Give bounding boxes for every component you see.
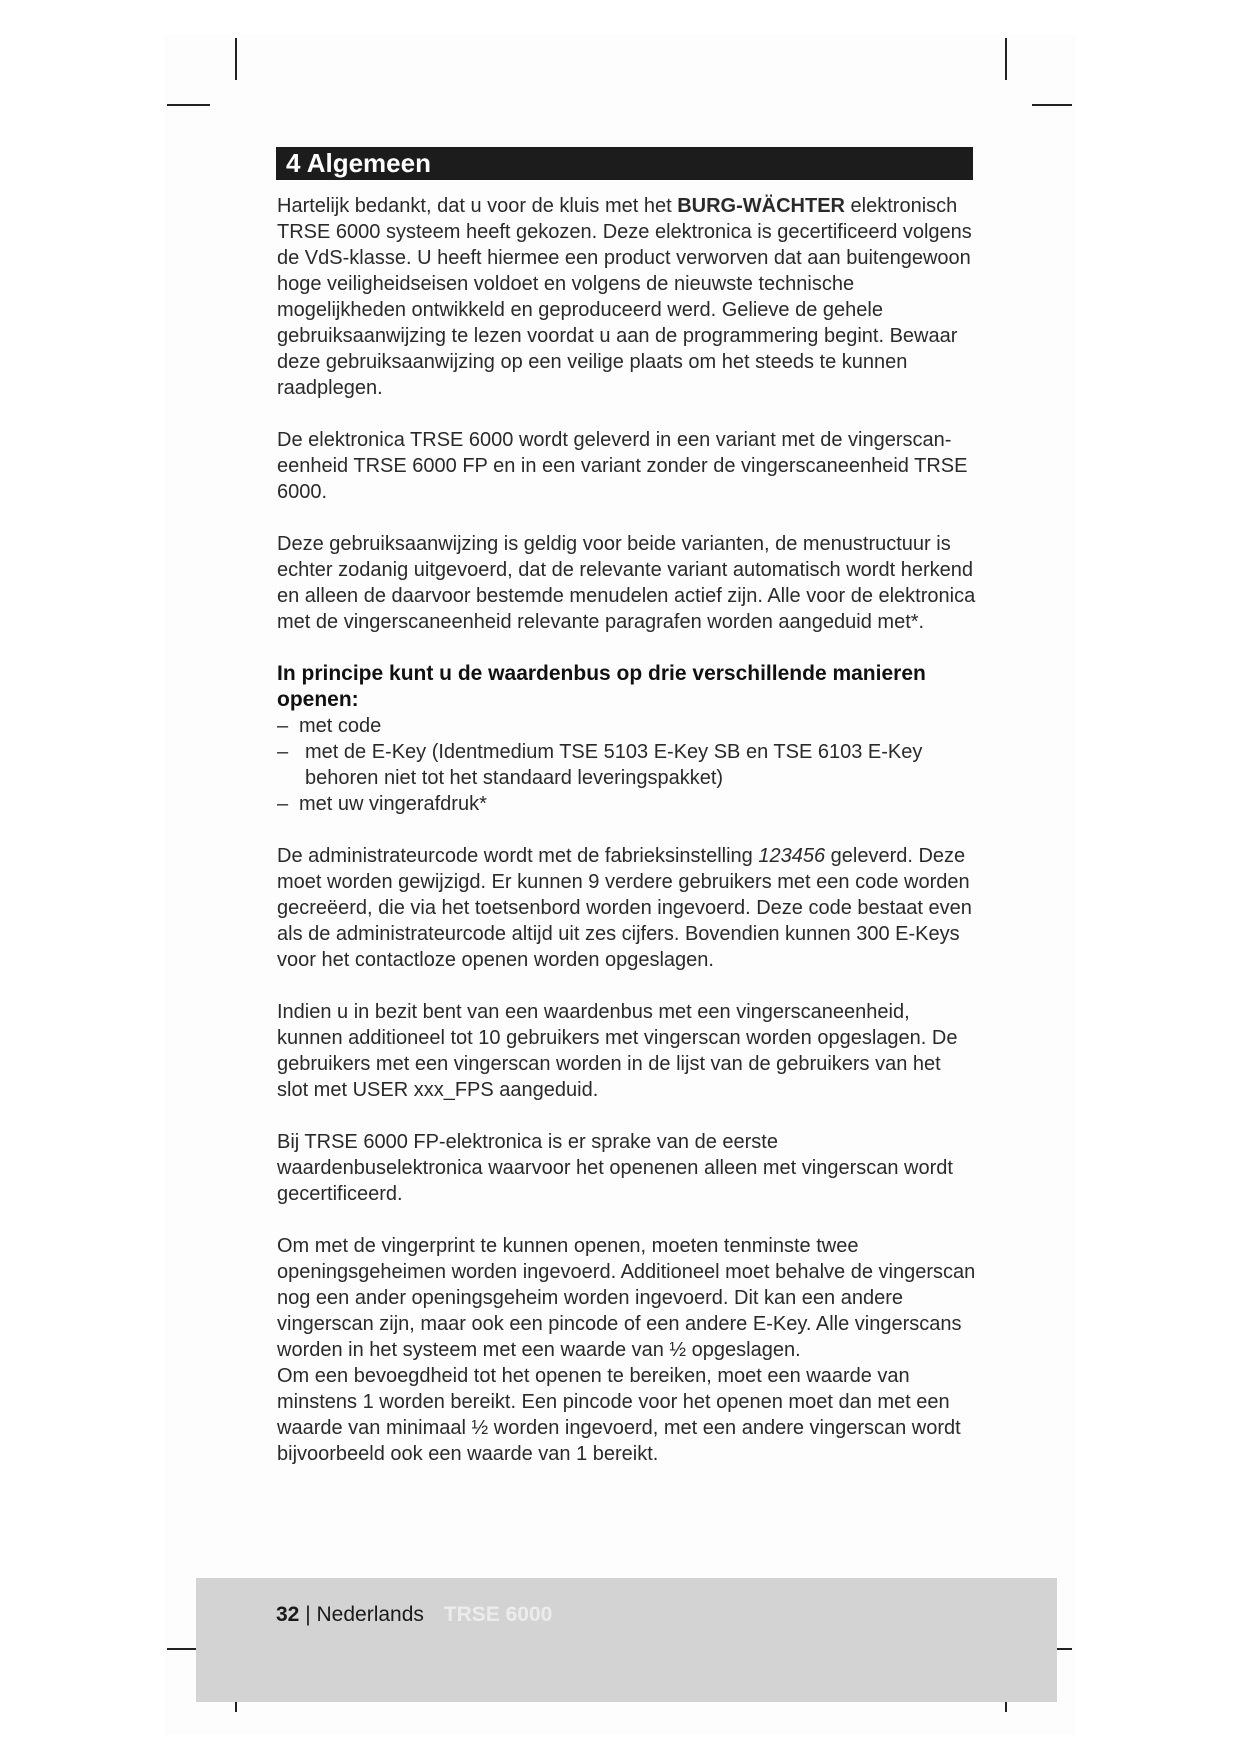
- validity-paragraph: Deze gebruiksaanwijzing is geldig voor beide varianten, de menustructuur is echter zodanig uitgevoerd, dat de relevante variant automatisch wordt herkend en alleen de daarvoor bestemde menudelen actief zijn. Alle voor de elektronica met de vingerscaneenheid relevante paragrafen worden aangeduid met*.: [277, 533, 976, 633]
- intro-text: Hartelijk bedankt, dat u voor de kluis met het: [277, 195, 678, 217]
- opening-methods-heading: In principe kunt u de waardenbus op drie verschillende manieren openen:: [277, 662, 926, 711]
- list-item: [277, 791, 977, 817]
- dash-bullet: –: [277, 793, 289, 815]
- crop-mark-top-left-h: [167, 104, 210, 106]
- brand-name: BURG-WÄCHTER: [677, 195, 845, 217]
- factory-code: 123456: [758, 845, 826, 867]
- list-item-text: met code: [299, 715, 382, 737]
- list-item-text: met de E-Key (Identmedium TSE 5103 E-Key SB en TSE 6103 E-Key behoren niet tot het standaard leveringspakket): [305, 741, 923, 789]
- crop-mark-top-right-v: [1005, 38, 1007, 80]
- section-header: [276, 147, 973, 180]
- dash-bullet: –: [277, 715, 289, 737]
- footer-text: [276, 1602, 552, 1628]
- admin-code-text-cont: geleverd. Deze moet worden gewijzigd. Er kunnen 9 verdere gebruikers met een code worden gecreëerd, die via het toetsenbord worden ingevoerd. Deze code bestaat even als de administrateurcode altijd uit zes cijfers. Bovendien kunnen 300 E-Keys voor het contactloze openen worden opgeslagen.: [277, 845, 972, 971]
- authorization-paragraph: Om een bevoegdheid tot het openen te bereiken, moet een waarde van minstens 1 worden bereikt. Een pincode voor het openen moet dan met een waarde van minimaal ½ worden ingevoerd, met een andere vingerscan wordt bijvoorbeeld ook een waarde van 1 bereikt.: [277, 1365, 961, 1465]
- footer-bar: [196, 1578, 1057, 1702]
- list-item: [277, 739, 977, 791]
- intro-text-cont: elektronisch TRSE 6000 systeem heeft gekozen. Deze elektronica is gecertificeerd volgens de VdS-klasse. U heeft hiermee een product verworven dat aan buitengewoon hoge veiligheidseisen voldoet en volgens de nieuwste technische mogelijkheden ontwikkeld en geproduceerd werd. Gelieve de gehele gebruiksaanwijzing te lezen voordat u aan de programmering begint. Bewaar deze gebruiksaanwijzing op een veilige plaats om het steeds te kunnen raadplegen.: [277, 195, 972, 399]
- crop-mark-top-left-v: [235, 38, 237, 80]
- footer-separator: |: [305, 1603, 311, 1626]
- admin-code-text: De administrateurcode wordt met de fabrieksinstelling: [277, 845, 759, 867]
- admin-code-paragraph: [277, 843, 977, 973]
- fingerscan-users-paragraph: Indien u in bezit bent van een waardenbus met een vingerscaneenheid, kunnen additioneel tot 10 gebruikers met vingerscan worden opgeslagen. De gebruikers met een vingerscan worden in de lijst van de gebruikers van het slot met USER xxx_FPS aangeduid.: [277, 1001, 958, 1101]
- fingerprint-paragraph: Om met de vingerprint te kunnen openen, moeten tenminste twee openingsgeheimen worden ingevoerd. Additioneel moet behalve de vingerscan nog een ander openingsgeheim worden ingevoerd. Dit kan een andere vingerscan zijn, maar ook een pincode of een andere E-Key. Alle vingerscans worden in het systeem met een waarde van ½ opgeslagen.: [277, 1235, 976, 1361]
- footer-model: TRSE 6000: [443, 1603, 553, 1626]
- intro-paragraph: [277, 193, 977, 401]
- list-item-text: met uw vingerafdruk*: [299, 793, 487, 815]
- footer-language: Nederlands: [316, 1603, 424, 1626]
- body-content: [277, 193, 977, 1493]
- opening-methods-list: [277, 713, 977, 817]
- list-item: [277, 713, 977, 739]
- section-title: 4 Algemeen: [286, 148, 431, 178]
- certification-paragraph: Bij TRSE 6000 FP-elektronica is er sprake van de eerste waardenbuselektronica waarvoor het openenen alleen met vingerscan wordt gecertificeerd.: [277, 1131, 953, 1205]
- page-number: 32: [276, 1603, 300, 1626]
- variants-paragraph: De elektronica TRSE 6000 wordt geleverd in een variant met de vingerscan-eenheid TRSE 6000 FP en in een variant zonder de vingerscaneenheid TRSE 6000.: [277, 429, 968, 503]
- dash-bullet: –: [277, 741, 289, 763]
- crop-mark-top-right-h: [1032, 104, 1072, 106]
